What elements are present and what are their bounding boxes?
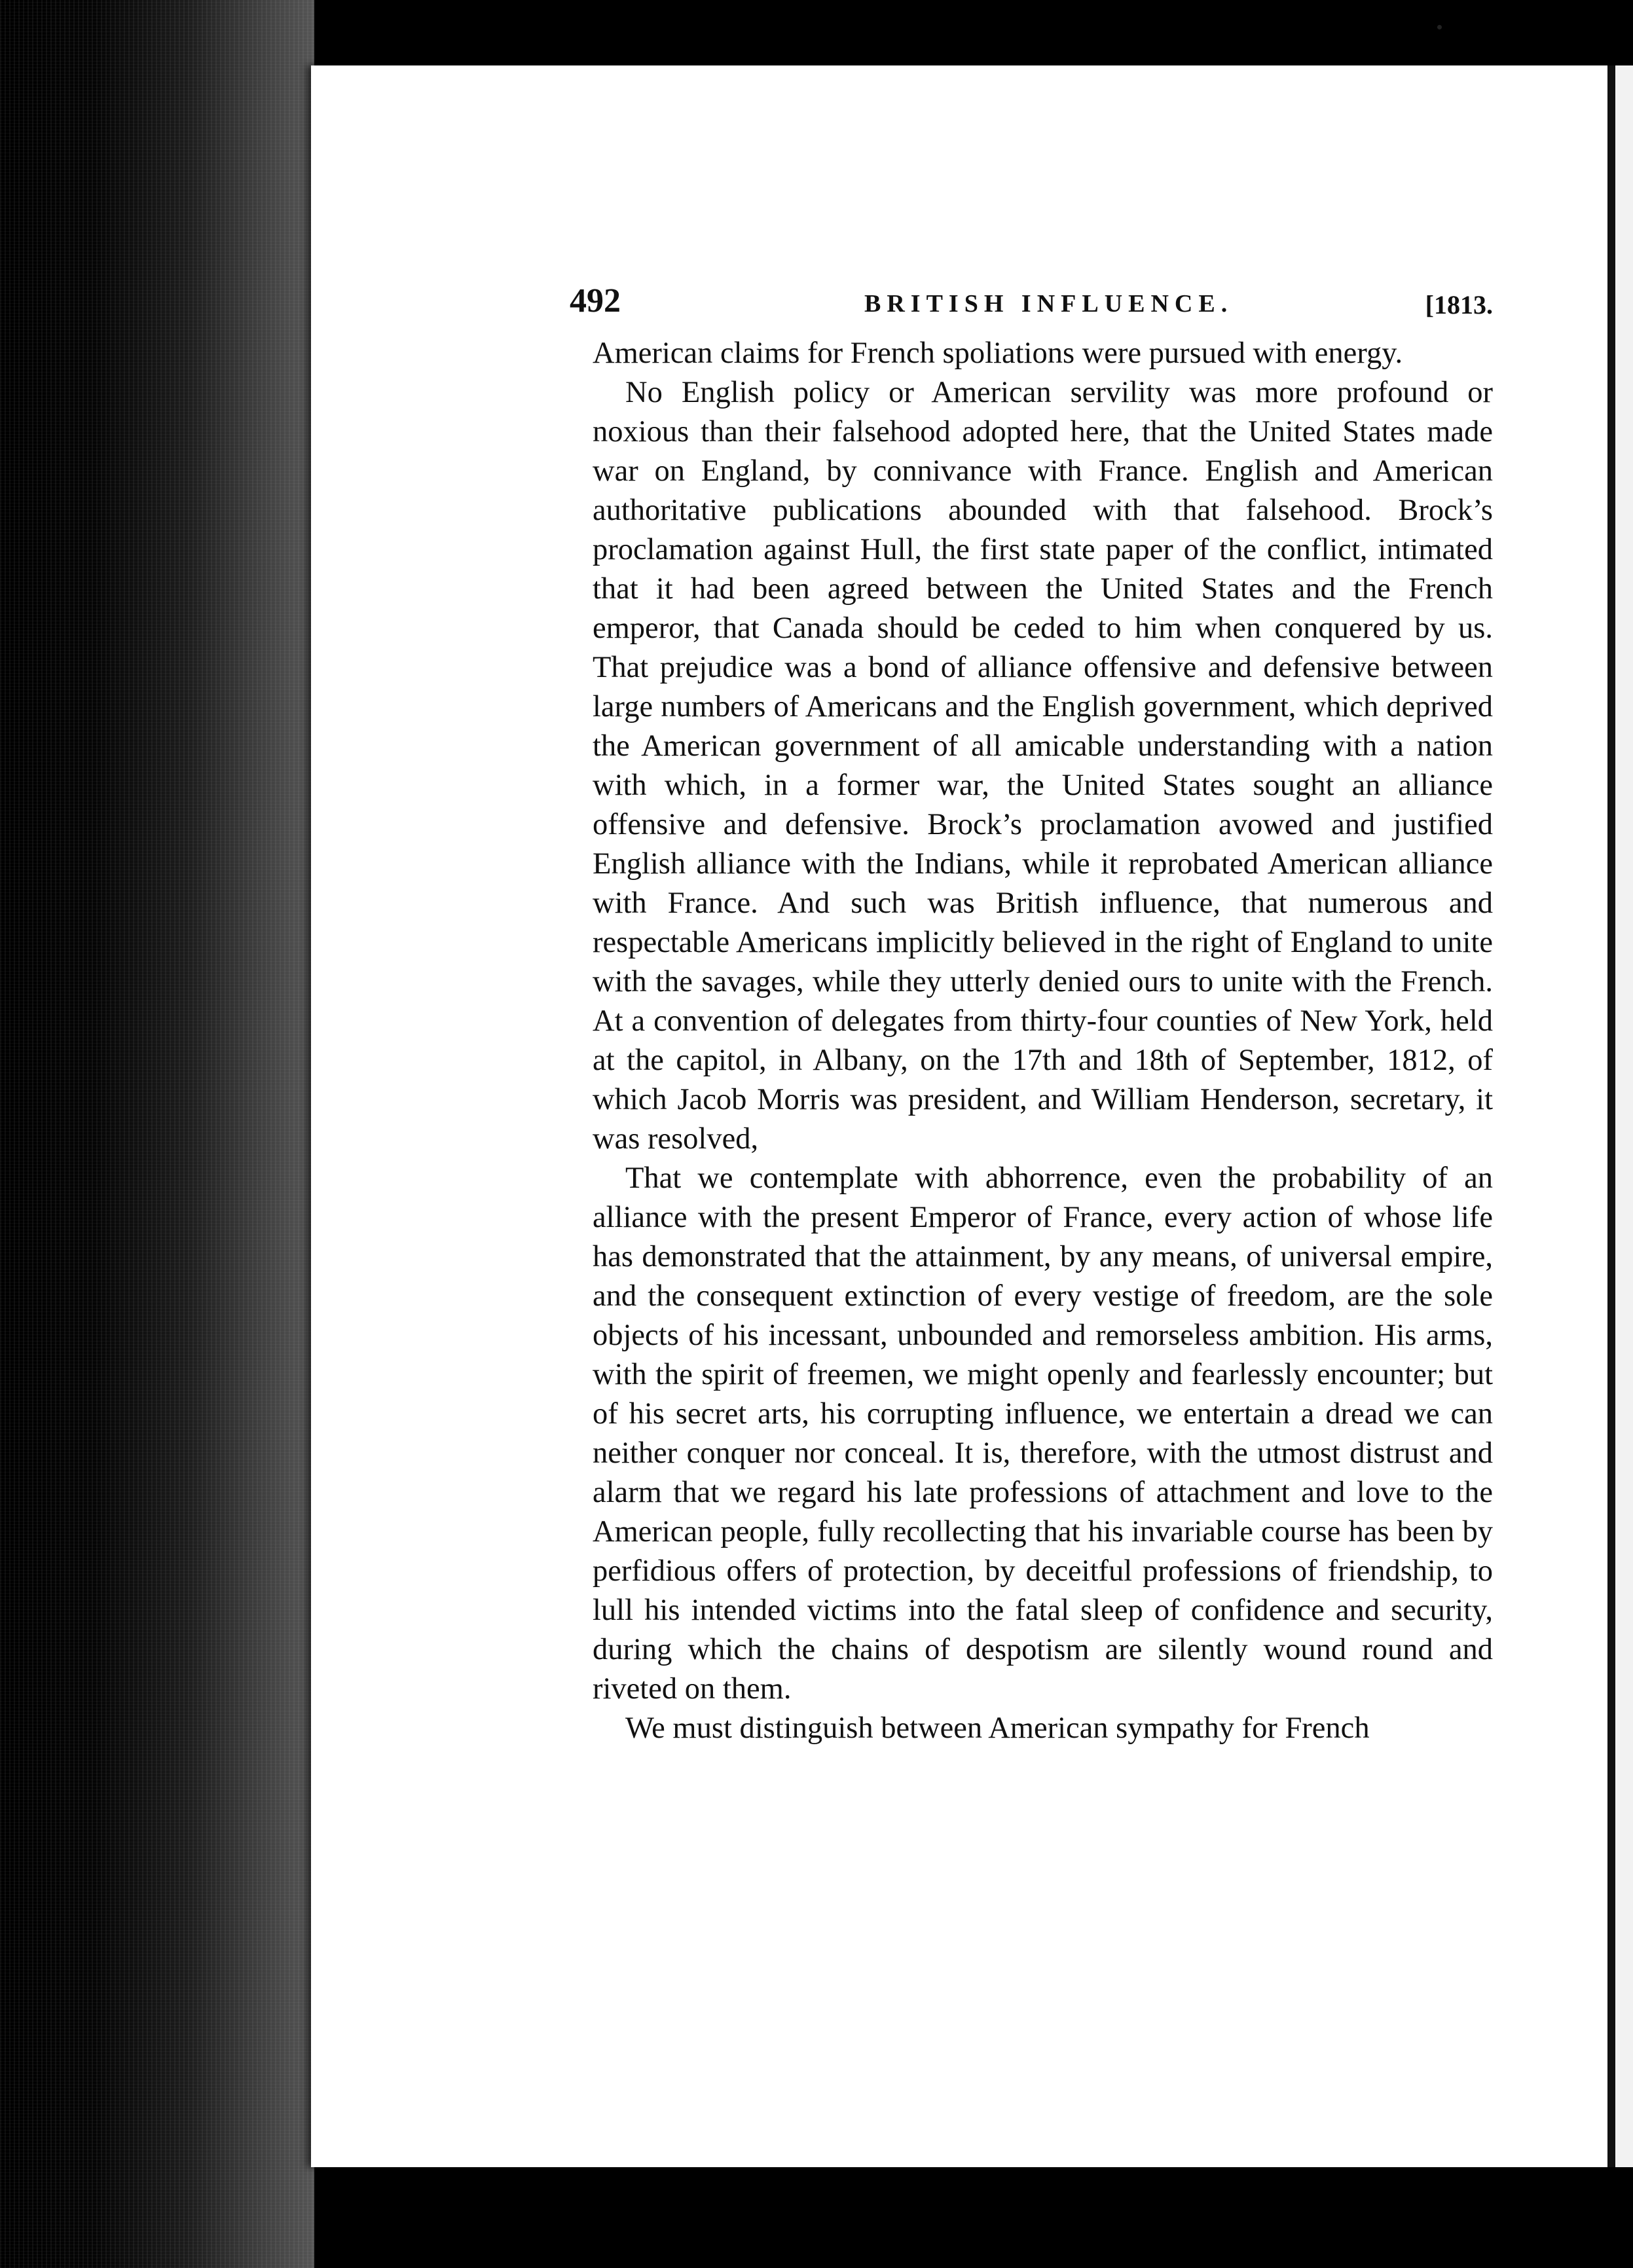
right-margin	[1615, 65, 1633, 2167]
paragraph: We must distinguish between American sympathy for French	[625, 1711, 1370, 1745]
paragraph: That we contemplate with abhorrence, even the probability of an alliance with the present Emperor of France, every action of whose life has demonstrated that the attainment, by any means, of universal empire, and the consequent extinction of every vestige of freedom, are the sole objects of his incessant, unbounded and remorseless ambition. His arms, with the spirit of freemen, we might openly and fearlessly encounter; but of his secret arts, his corrupting influence, we entertain a dread we can neither conquer nor conceal. It is, therefore, with the utmost distrust and alarm that we regard his late professions of attachment and love to the American people, fully recollecting that his invariable course has been by perfidious offers of protection, by deceitful professions of friendship, to lull his intended victims into the fatal sleep of confidence and security, during which the chains of despotism are silently wound round and riveted on them.	[593, 1161, 1493, 1706]
dust-speck	[1437, 25, 1442, 29]
page-edge-shadow	[1607, 65, 1615, 2167]
paragraph: No English policy or American servility was more profound or noxious than their falsehood adopted here, that the United States made war on England, by connivance with France. English and American authoritative publications abounded with that falsehood. Brock’s proclamation against Hull, the first state paper of the conflict, intimated that it had been agreed between the United States and the French emperor, that Canada should be ceded to him when conquered by us. That prejudice was a bond of alliance offensive and defensive between large numbers of Americans and the English government, which deprived the American government of all amicable understanding with a nation with which, in a former war, the United States sought an alliance offensive and defensive. Brock’s proclamation avowed and justified English alliance with the Indians, while it reprobated American alliance with France. And such was British influence, that numerous and respectable Americans implicitly believed in the right of England to unite with the savages, while they utterly denied ours to unite with the French. At a convention of delegates from thirty-four counties of New York, held at the capitol, in Albany, on the 17th and 18th of September, 1812, of which Jacob Morris was president, and William Henderson, secretary, it was resolved,	[593, 376, 1493, 1156]
page-number: 492	[570, 282, 621, 320]
body-text	[593, 334, 1493, 1748]
running-title: BRITISH INFLUENCE.	[864, 290, 1234, 318]
page-header	[570, 282, 1493, 327]
paragraph: American claims for French spoliations were pursued with energy.	[593, 337, 1403, 370]
book-binding-edge	[0, 0, 314, 2268]
header-year: [1813.	[1425, 290, 1493, 320]
